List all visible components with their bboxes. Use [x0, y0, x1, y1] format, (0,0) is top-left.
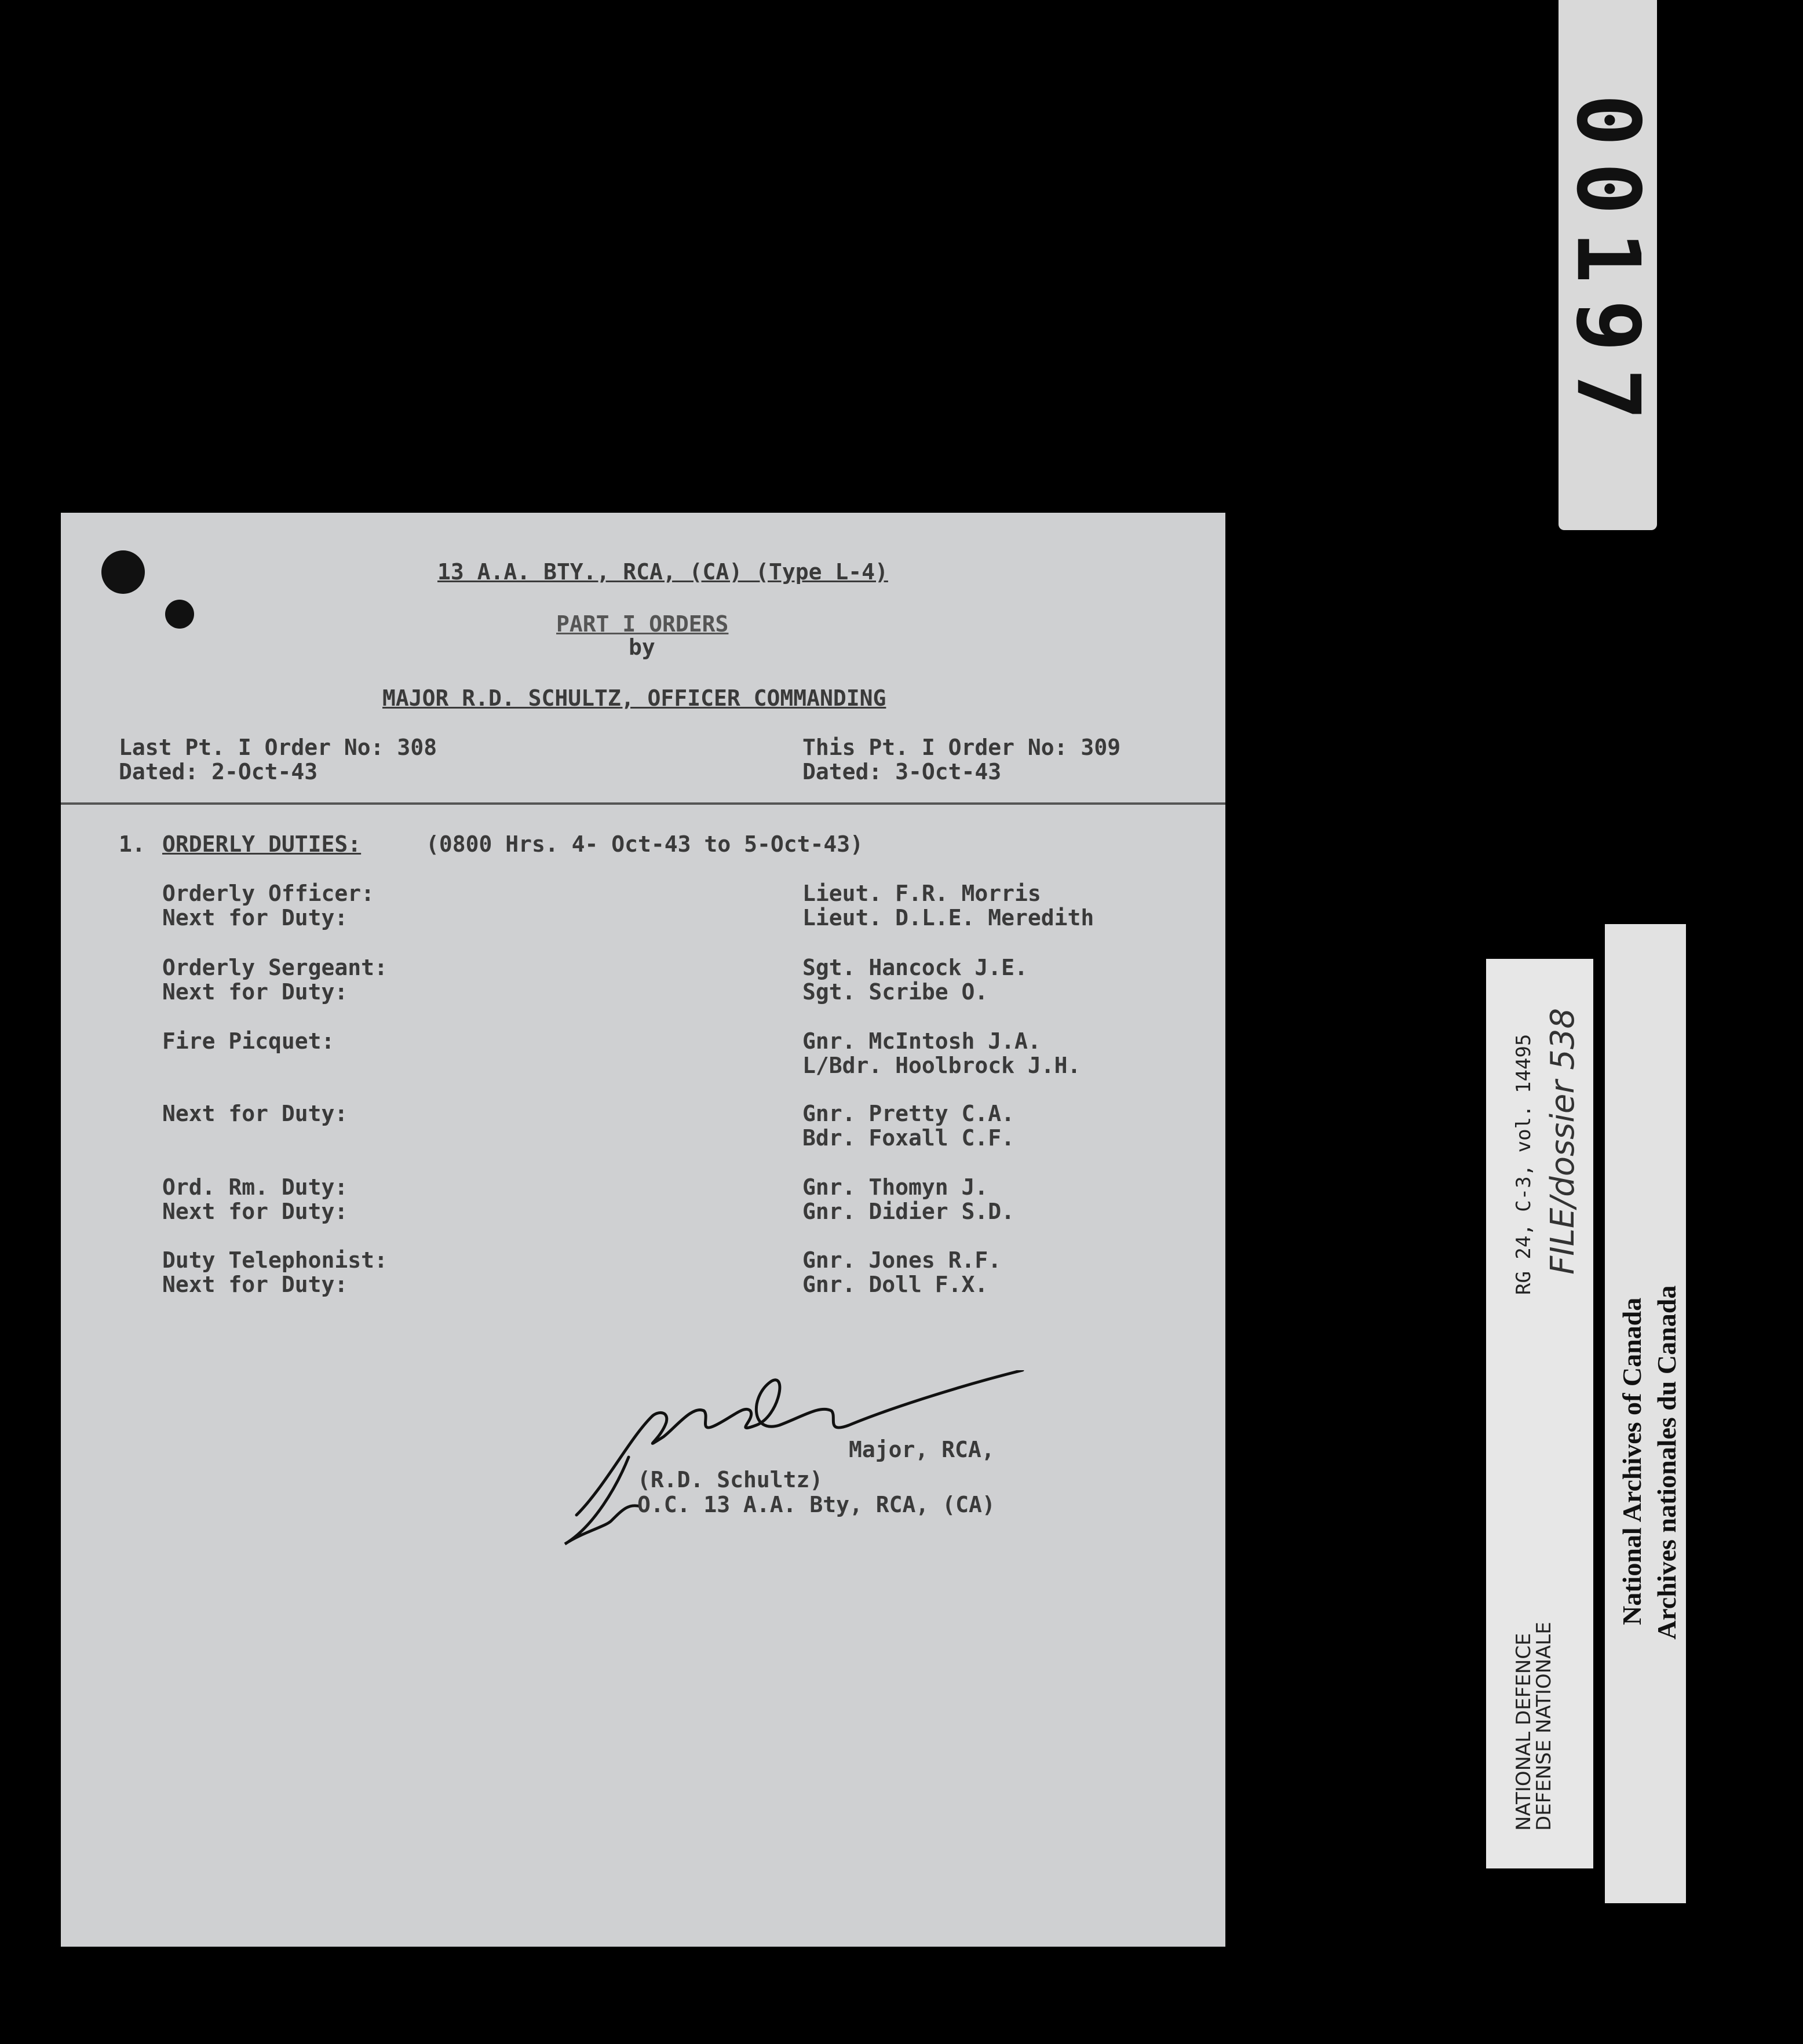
- duty-name: Gnr. Didier S.D.: [802, 1199, 1015, 1224]
- duty-name: Lieut. F.R. Morris: [802, 881, 1041, 906]
- duty-label: Next for Duty:: [162, 1199, 348, 1224]
- part-title: PART I ORDERS: [556, 611, 729, 637]
- duty-label: Orderly Officer:: [162, 881, 375, 906]
- signature-rank: Major, RCA,: [849, 1437, 995, 1462]
- duty-name: Gnr. McIntosh J.A.: [802, 1028, 1041, 1054]
- this-order-number: This Pt. I Order No: 309: [802, 735, 1121, 760]
- document-page: [61, 513, 1225, 1947]
- duty-label: Next for Duty:: [162, 979, 348, 1005]
- defence-label-en: NATIONAL DEFENCE: [1512, 1633, 1535, 1831]
- signature-unit: O.C. 13 A.A. Bty, RCA, (CA): [637, 1492, 995, 1517]
- duty-name: Gnr. Doll F.X.: [802, 1272, 988, 1297]
- frame-number-text: 00197: [1557, 93, 1659, 437]
- archive-reference: RG 24, C-3, vol. 14495: [1512, 1034, 1535, 1295]
- duty-name: Gnr. Thomyn J.: [802, 1174, 988, 1200]
- duty-name: Sgt. Hancock J.E.: [802, 955, 1028, 980]
- duty-name: Lieut. D.L.E. Meredith: [802, 905, 1094, 930]
- archive-file-number: FILE/dossier 538: [1544, 1008, 1582, 1275]
- duty-label: Next for Duty:: [162, 905, 348, 930]
- duty-label: Orderly Sergeant:: [162, 955, 388, 980]
- duty-label: Duty Telephonist:: [162, 1247, 388, 1273]
- duty-label: Next for Duty:: [162, 1101, 348, 1126]
- section-title: ORDERLY DUTIES:: [162, 831, 362, 857]
- last-order-number: Last Pt. I Order No: 308: [119, 735, 437, 760]
- duty-label: Fire Picquet:: [162, 1028, 335, 1054]
- punch-hole: [101, 550, 145, 594]
- this-order-date: Dated: 3-Oct-43: [802, 759, 1002, 784]
- duty-label: Next for Duty:: [162, 1272, 348, 1297]
- duty-name: Sgt. Scribe O.: [802, 979, 988, 1005]
- duty-name: Gnr. Jones R.F.: [802, 1247, 1002, 1273]
- signature-name: (R.D. Schultz): [637, 1467, 823, 1492]
- archives-label-en: National Archives of Canada: [1617, 1297, 1647, 1625]
- section-number: 1.: [119, 831, 145, 857]
- defence-label-fr: DEFENSE NATIONALE: [1532, 1622, 1556, 1831]
- commander-title: MAJOR R.D. SCHULTZ, OFFICER COMMANDING: [382, 685, 886, 711]
- duty-name: Bdr. Foxall C.F.: [802, 1125, 1015, 1151]
- archives-label-fr: Archives nationales du Canada: [1652, 1285, 1681, 1640]
- section-period: (0800 Hrs. 4- Oct-43 to 5-Oct-43): [426, 831, 863, 857]
- duty-name: Gnr. Pretty C.A.: [802, 1101, 1015, 1126]
- punch-hole: [165, 600, 194, 629]
- frame-number: [1559, 0, 1657, 530]
- duty-name: L/Bdr. Hoolbrock J.H.: [802, 1053, 1081, 1078]
- divider: [61, 802, 1225, 805]
- duty-label: Ord. Rm. Duty:: [162, 1174, 348, 1200]
- last-order-date: Dated: 2-Oct-43: [119, 759, 318, 784]
- unit-header: 13 A.A. BTY., RCA, (CA) (Type L-4): [437, 559, 888, 585]
- by-text: by: [629, 634, 655, 660]
